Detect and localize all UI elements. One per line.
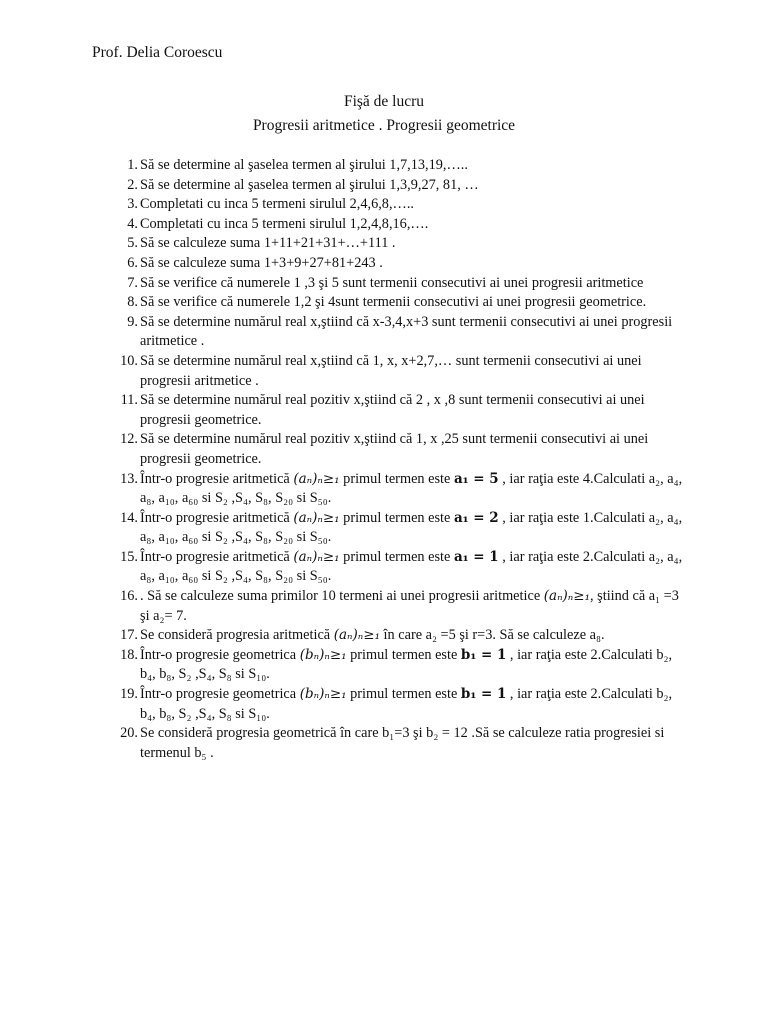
worksheet-title: Fişă de lucru — [343, 93, 425, 110]
exercise-item: 13. Într-o progresie aritmetică (aₙ)ₙ≥₁ primul termen este a₁ = 5 , iar raţia este 4.Calculati a₂, a₄, a₈, a₁₀, a₆₀ si S₂ ,S₄, S₈, S₂₀ si S₅₀. — [120, 470, 683, 507]
exercise-item: 15. Într-o progresie aritmetică (aₙ)ₙ≥₁ primul termen este a₁ = 1 , iar raţia este 2.Calculati a₂, a₄, a₈, a₁₀, a₆₀ si S₂ ,S₄, S₈, S₂₀ si S₅₀. — [120, 548, 683, 585]
exercise-item: 5. Să se calculeze suma 1+11+21+31+…+111 . — [127, 235, 396, 252]
exercise-item: 8. Să se verifice că numerele 1,2 şi 4sunt termenii consecutivi ai unei progresii geometrice. — [127, 294, 647, 311]
exercise-list — [96, 156, 686, 763]
worksheet-subtitle: Progresii aritmetice . Progresii geometrice — [252, 117, 516, 134]
exercise-item: 4. Completati cu inca 5 termeni sirulul 1,2,4,8,16,…. — [127, 215, 429, 232]
first-term: a₁ = 1 — [453, 548, 499, 565]
exercise-item: 11. Să se determine numărul real pozitiv x,ştiind că 2 , x ,8 sunt termenii consecutivi ai unei progresii geometrice. — [120, 392, 645, 428]
sequence-notation: (aₙ)ₙ≥₁ — [333, 627, 380, 644]
exercise-item: 17. Se consideră progresia aritmetică (aₙ)ₙ≥₁ în care a₂ =5 şi r=3. Să se calculeze a₈. — [120, 627, 605, 644]
exercise-item: 6. Să se calculeze suma 1+3+9+27+81+243 . — [127, 254, 383, 271]
exercise-item: 12. Să se determine numărul real pozitiv x,ştiind că 1, x ,25 sunt termenii consecutivi ai unei progresii geometrice. — [120, 431, 649, 467]
sequence-notation: (aₙ)ₙ≥₁ — [293, 548, 340, 565]
exercise-item: 7. Să se verifice că numerele 1 ,3 şi 5 sunt termenii consecutivi ai unei progresii aritmetice — [127, 274, 644, 291]
exercise-item: 14. Într-o progresie aritmetică (aₙ)ₙ≥₁ primul termen este a₁ = 2 , iar raţia este 1.Calculati a₂, a₄, a₈, a₁₀, a₆₀ si S₂ ,S₄, S₈, S₂₀ si S₅₀. — [120, 509, 683, 546]
exercise-item: 9. Să se determine numărul real x,ştiind că x-3,4,x+3 sunt termenii consecutivi ai unei progresii aritmetice . — [127, 313, 673, 350]
exercise-item: 18. Într-o progresie geometrica (bₙ)ₙ≥₁ primul termen este b₁ = 1 , iar raţia este 2.Calculati b₂, b₄, b₈, S₂ ,S₄, S₈ si S₁₀. — [120, 646, 673, 683]
exercise-item: 2. Să se determine al şaselea termen al şirului 1,3,9,27, 81, … — [127, 176, 479, 193]
sequence-notation: (aₙ)ₙ≥₁ — [293, 470, 340, 487]
exercise-item: 16. . Să se calculeze suma primilor 10 termeni ai unei progresii aritmetice (aₙ)ₙ≥₁, ştiind că a₁ =3 şi a₂= 7. — [120, 588, 679, 624]
exercise-item: 10. Să se determine numărul real x,ştiind că 1, x, x+2,7,… sunt termenii consecutivi ai unei progresii aritmetice . — [120, 352, 642, 389]
sequence-notation: (aₙ)ₙ≥₁ — [293, 509, 340, 526]
exercise-item: 19. Într-o progresie geometrica (bₙ)ₙ≥₁ primul termen este b₁ = 1 , iar raţia este 2.Calculati b₂, b₄, b₈, S₂ ,S₄, S₈ si S₁₀. — [120, 686, 673, 722]
sequence-notation: (aₙ)ₙ≥₁ — [543, 588, 590, 605]
exercise-item: 20. Se consideră progresia geometrică în care b₁=3 şi b₂ = 12 .Să se calculeze ratia progresiei si termenul b₅ . — [120, 725, 665, 761]
first-term: b₁ = 1 — [460, 646, 507, 663]
first-term: a₁ = 2 — [453, 509, 499, 526]
exercise-item: 3. Completati cu inca 5 termeni sirulul 2,4,6,8,….. — [127, 196, 414, 213]
exercise-item: 1. Să se determine al şaselea termen al şirului 1,7,13,19,….. — [127, 157, 468, 173]
sequence-notation: (bₙ)ₙ≥₁ — [299, 686, 347, 703]
author-name: Prof. Delia Coroescu — [92, 44, 223, 61]
sequence-notation: (bₙ)ₙ≥₁ — [299, 646, 347, 663]
first-term: b₁ = 1 — [460, 686, 507, 703]
first-term: a₁ = 5 — [453, 470, 499, 487]
